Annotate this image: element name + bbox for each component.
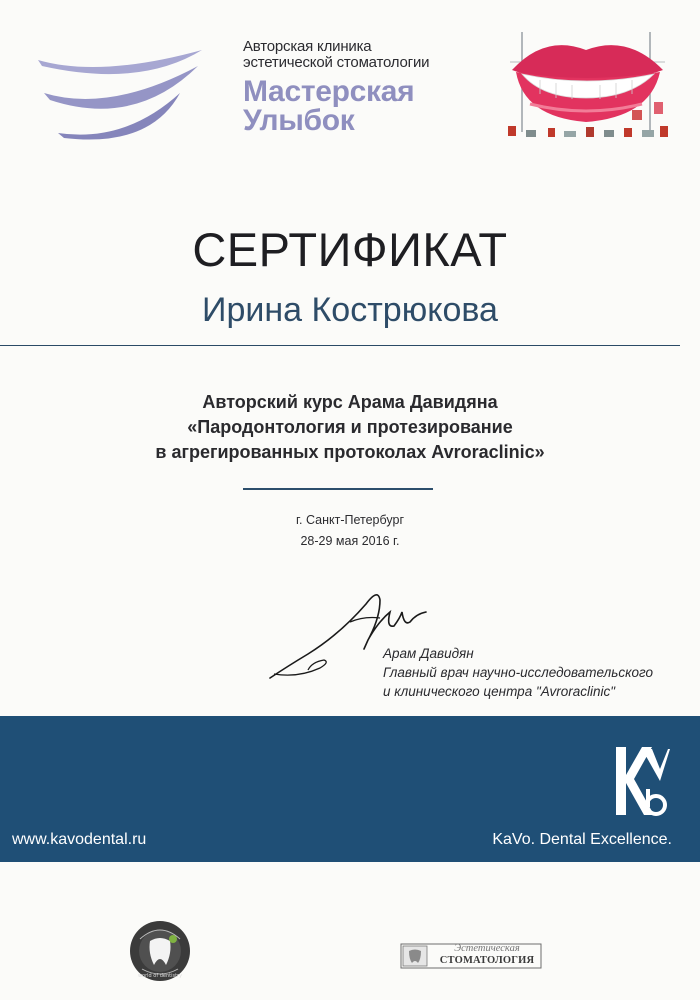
recipient-name: Ирина Кострюкова xyxy=(202,291,498,329)
kavo-logo-icon xyxy=(612,745,670,821)
certificate-title: СЕРТИФИКАТ xyxy=(192,223,508,276)
signer-position-line2: и клинического центра "Avroraclinic" xyxy=(383,684,616,699)
event-place: г. Санкт-Петербург xyxy=(295,513,404,527)
esthetic-logo-line2: СТОМАТОЛОГИЯ xyxy=(439,955,535,966)
course-description xyxy=(0,390,700,465)
esthetic-dentistry-logo-text xyxy=(432,943,542,967)
place-date xyxy=(0,510,700,552)
world-of-dentistry-logo-icon xyxy=(128,919,192,983)
course-line2: «Пародонтология и протезирование xyxy=(187,417,513,437)
event-date: 28-29 мая 2016 г. xyxy=(300,534,400,548)
lips-image-icon xyxy=(500,22,675,142)
course-line1: Авторский курс Арама Давидяна xyxy=(202,392,498,412)
smile-logo-icon xyxy=(30,38,210,143)
brand-tagline: KaVo. Dental Excellence. xyxy=(492,831,672,848)
clinic-name-line2: Улыбок xyxy=(243,104,355,137)
course-divider xyxy=(243,488,433,490)
course-line3: в агрегированных протоколах Avroraclinic» xyxy=(155,442,545,462)
clinic-name-line1: Мастерская xyxy=(243,75,415,108)
name-divider xyxy=(0,345,680,346)
website-link: www.kavodental.ru xyxy=(12,831,147,848)
clinic-subtitle xyxy=(243,39,503,71)
clinic-subtitle-line1: Авторская клиника xyxy=(243,38,372,55)
signer-position-line1: Главный врач научно-исследовательского xyxy=(383,665,653,680)
signer-block xyxy=(383,644,683,701)
wod-logo-text: world of dentistry xyxy=(137,973,183,979)
esthetic-logo-line1: Эстетическая xyxy=(454,943,520,954)
signer-name: Арам Давидян xyxy=(383,646,474,661)
clinic-name xyxy=(243,77,503,135)
clinic-subtitle-line2: эстетической стоматологии xyxy=(243,54,430,71)
